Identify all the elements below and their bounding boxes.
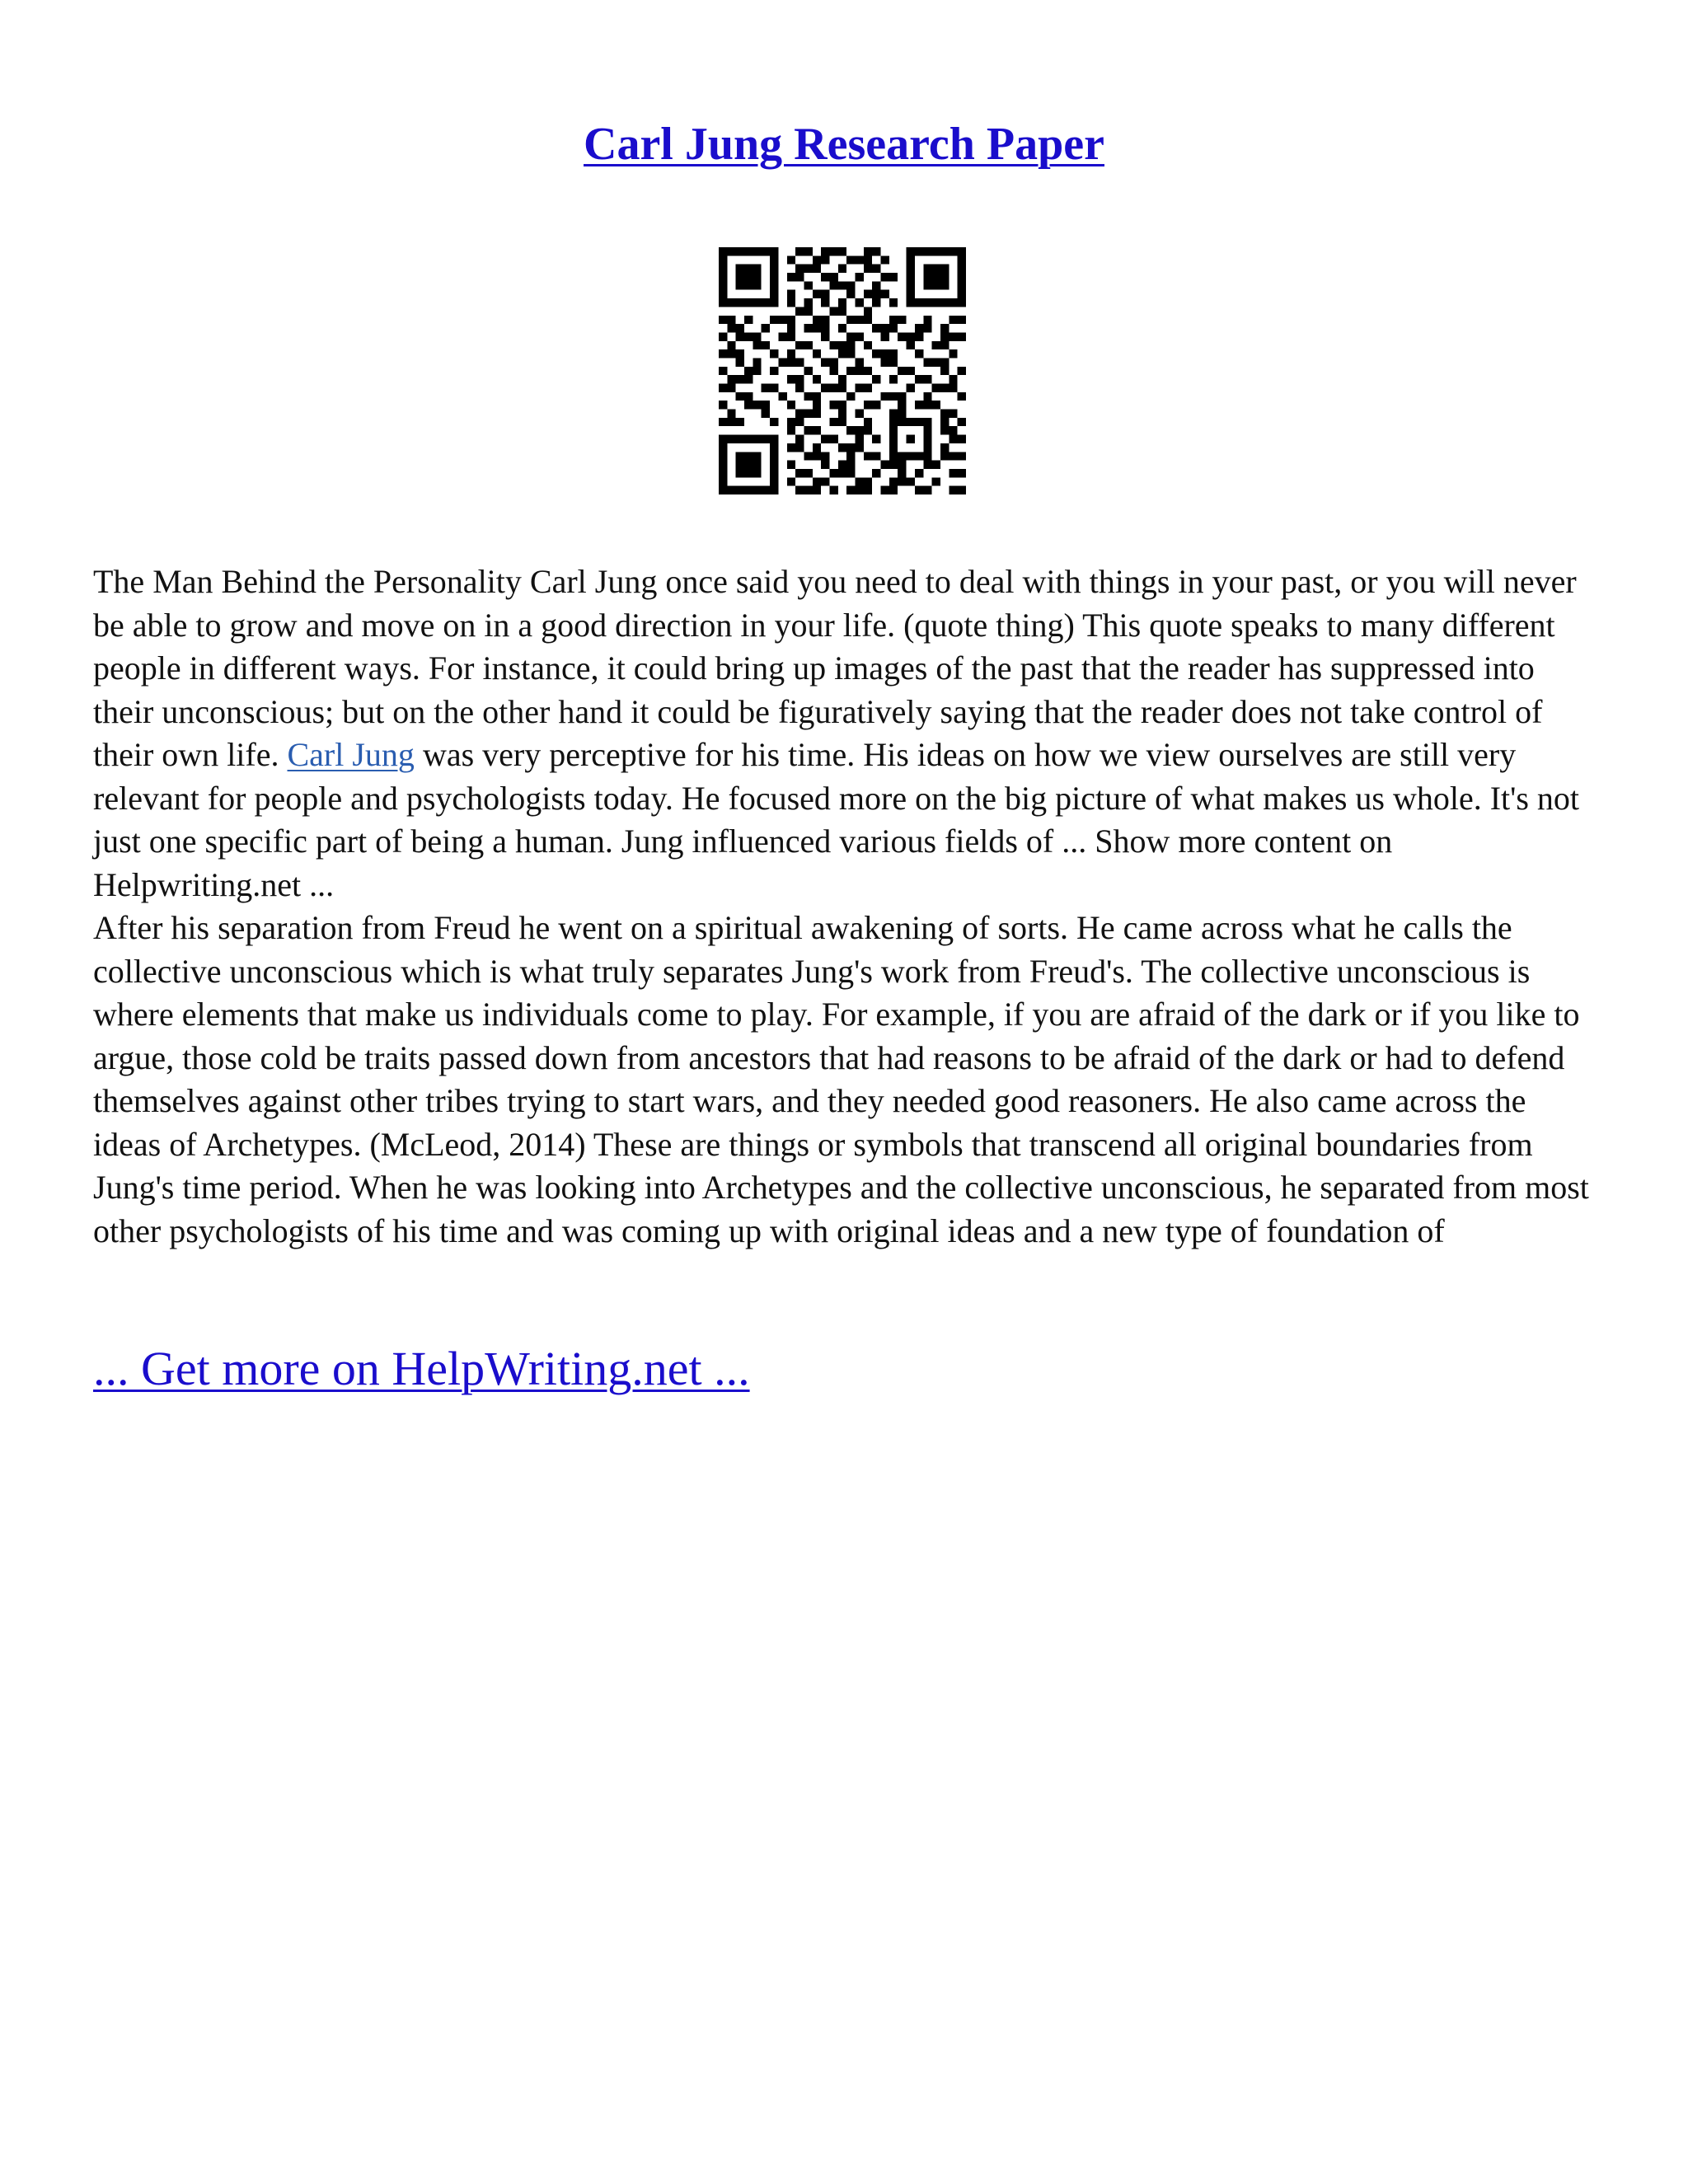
paragraph-1 (93, 560, 1601, 907)
title-link[interactable]: Carl Jung Research Paper (584, 119, 1104, 170)
article-body (93, 560, 1601, 1253)
qr-code-icon (719, 247, 966, 494)
get-more-link-wrap (93, 1339, 750, 1399)
page-title (0, 115, 1688, 173)
paragraph-2: After his separation from Freud he went on a spiritual awakening of sorts. He came across what he calls the collective unconscious which is what truly separates Jung's work from Freud's. The collective unconscious is where elements that make us individuals come to play. For example, if you are afraid of the dark or if you like to argue, those cold be traits passed down from ancestors that had reasons to be afraid of the dark or had to defend themselves against other tribes trying to start wars, and they needed good reasoners. He also came across the ideas of Archetypes. (McLeod, 2014) These are things or symbols that transcend all original boundaries from Jung's time period. When he was looking into Archetypes and the collective unconscious, he separated from most other psychologists of his time and was coming up with original ideas and a new type of foundation of (93, 909, 1589, 1249)
get-more-link[interactable]: ... Get more on HelpWriting.net ... (93, 1342, 750, 1395)
paragraph-1-text-end: was very perceptive for his time. His ideas on how we view ourselves are still very relevant for people and psychologists today. He focused more on the big picture of what makes us whole. It's not just one specific part of being a human. Jung influenced various fields of ... Show more content on Helpwriting.net ... (93, 736, 1580, 903)
carl-jung-link[interactable]: Carl Jung (287, 736, 415, 773)
paragraph-1-text-start: The Man Behind the Personality Carl Jung once said you need to deal with things in your past, or you will never be able to grow and move on in a good direction in your life. (quote thing) This quote speaks to many different people in different ways. For instance, it could bring up images of the past that the reader has suppressed into their unconscious; but on the other hand it could be figuratively saying that the reader does not take control of their own life. (93, 563, 1577, 773)
